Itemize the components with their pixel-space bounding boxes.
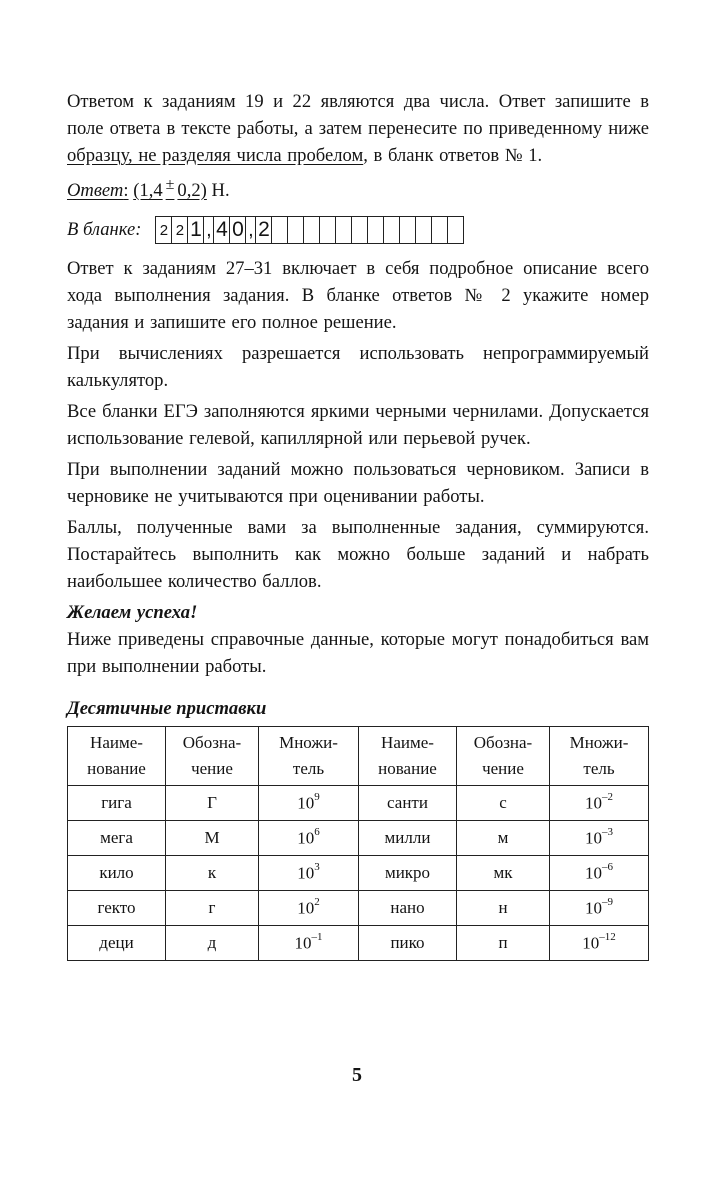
empty-cell [415,217,431,243]
prefix-name: гига [68,786,166,821]
task-number-cell: 2 [171,217,187,243]
empty-cell [319,217,335,243]
page-content [67,88,649,961]
header-cell: Множи- тель [550,727,649,786]
prefix-symbol: г [166,891,259,926]
prefix-multiplier: $10^6$ [259,821,359,856]
prefix-symbol: мк [457,856,550,891]
prefix-multiplier: $10^{-12}$ [550,926,649,961]
prefix-symbol: с [457,786,550,821]
prefix-name: пико [359,926,457,961]
paragraph-detailed-answer: Ответ к заданиям 27–31 включает в себя подробное описание всего хода выполнения задания. В бланке ответов № 2 укажите номер задания и запишите его полное решение. [67,258,649,333]
prefix-name: деци [68,926,166,961]
paragraph-calculator: При вычислениях разрешается использовать непрограммируемый калькулятор. [67,343,649,391]
header-cell: Обозна- чение [166,727,259,786]
answer-value-start: (1,4 [133,180,163,201]
prefix-symbol: м [457,821,550,856]
answer-cell: 2 [255,217,271,243]
prefix-symbol: Г [166,786,259,821]
empty-cell [271,217,287,243]
prefix-multiplier: $10^{-1}$ [259,926,359,961]
answer-cell: 4 [213,217,229,243]
prefix-name: милли [359,821,457,856]
answer-cell-comma: , [203,217,213,243]
prefix-symbol: М [166,821,259,856]
prefix-name: кило [68,856,166,891]
prefix-name: гекто [68,891,166,926]
empty-cell [351,217,367,243]
header-cell: Наиме- нование [68,727,166,786]
prefix-symbol: д [166,926,259,961]
prefix-name: нано [359,891,457,926]
answer-value-end: 0,2) [177,180,207,201]
empty-cell [367,217,383,243]
prefix-name: микро [359,856,457,891]
prefix-symbol: п [457,926,550,961]
answer-cell-comma: , [245,217,255,243]
empty-cell [399,217,415,243]
answer-colon: : [123,180,129,201]
header-cell: Обозна- чение [457,727,550,786]
answer-value [133,176,207,201]
wish-text: Желаем успеха! [67,602,198,623]
table-row [68,891,649,926]
reference-note: Ниже приведены справочные данные, которые могут понадобиться вам при выполнении работы. [67,629,649,677]
answer-form-sample [67,213,649,247]
answer-example [67,177,649,205]
prefix-multiplier: $10^2$ [259,891,359,926]
header-cell: Множи- тель [259,727,359,786]
answer-cell: 0 [229,217,245,243]
table-title: Десятичные приставки [67,698,267,719]
table-row [68,856,649,891]
decimal-prefixes-table [67,726,649,961]
intro-paragraph [67,88,649,169]
empty-cell [447,217,464,243]
answer-cell: 1 [187,217,203,243]
header-cell: Наиме- нование [359,727,457,786]
prefix-multiplier: $10^{-6}$ [550,856,649,891]
empty-cell [303,217,319,243]
table-row [68,821,649,856]
table-row [68,926,649,961]
prefix-symbol: н [457,891,550,926]
empty-cell [383,217,399,243]
empty-cell [287,217,303,243]
intro-text-end: , в бланк ответов № 1. [363,145,543,166]
prefix-multiplier: $10^{-9}$ [550,891,649,926]
prefix-symbol: к [166,856,259,891]
blank-label: В бланке: [67,219,142,240]
empty-cell [431,217,447,243]
answer-form-cells [155,216,464,244]
prefix-multiplier: $10^{-2}$ [550,786,649,821]
prefix-multiplier: $10^3$ [259,856,359,891]
prefix-name: мега [68,821,166,856]
paragraph-ink: Все бланки ЕГЭ заполняются яркими черными чернилами. Допускается использование гелевой, капиллярной или перьевой ручек. [67,401,649,449]
prefix-multiplier: $10^9$ [259,786,359,821]
paragraph-scores: Баллы, полученные вами за выполненные задания, суммируются. Постарайтесь выполнить как можно больше заданий и набрать наибольшее количество баллов. [67,517,649,592]
intro-text-start: Ответом к заданиям 19 и 22 являются два числа. Ответ запишите в поле ответа в тексте работы, а затем перенесите по приведенному ниже [67,91,649,139]
intro-underlined-text: образцу, не разделяя числа пробелом [67,145,364,166]
table-header-row [68,727,649,786]
plus-minus-sign: ± [165,176,175,193]
prefix-multiplier: $10^{-3}$ [550,821,649,856]
answer-unit: Н. [211,180,230,201]
prefix-name: санти [359,786,457,821]
table-row [68,786,649,821]
empty-cell [335,217,351,243]
task-number-cell: 2 [155,217,171,243]
answer-label: Ответ [67,180,124,201]
page-number: 5 [352,1064,362,1086]
paragraph-draft: При выполнении заданий можно пользоваться черновиком. Записи в черновике не учитываются при оценивании работы. [67,459,649,507]
